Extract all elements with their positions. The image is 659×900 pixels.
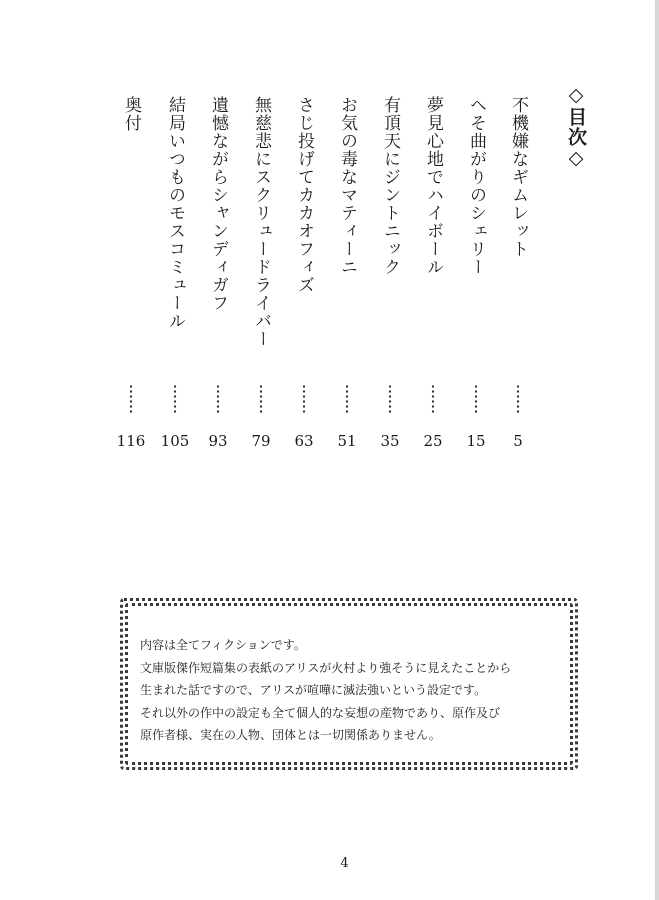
toc-leader-dots: [259, 384, 263, 414]
toc-leader-dots: [173, 384, 177, 414]
toc-entry[interactable]: [461, 96, 491, 456]
toc-entry-title: 結局いつものモスコミュール: [165, 96, 185, 330]
disclaimer-line: 内容は全てフィクションです。: [140, 638, 306, 652]
toc-entry-title: 夢見心地でハイボール: [423, 96, 443, 276]
toc-entry-page: 25: [423, 432, 443, 450]
disclaimer-line: 文庫版傑作短篇集の表紙のアリスが火村より強そうに見えたことから: [140, 660, 512, 675]
toc-entry-page: 105: [160, 432, 190, 450]
toc-entry-page: 35: [380, 432, 400, 450]
toc-leader-dots: [302, 384, 306, 414]
disclaimer-box: [125, 603, 573, 765]
toc-entry[interactable]: [332, 96, 362, 456]
disclaimer-text: [140, 634, 570, 747]
disclaimer-line: 生まれた話ですので、アリスが喧嘩に滅法強いという設定です。: [140, 683, 487, 697]
page-edge-shadow: [655, 0, 659, 900]
disclaimer-line: 原作者様、実在の人物、団体とは一切関係ありません。: [140, 728, 441, 742]
toc-leader-dots: [345, 384, 349, 414]
toc-entry-page: 116: [116, 432, 146, 450]
page-number: 4: [340, 856, 349, 871]
toc-entry-title: 無慈悲にスクリュードライバー: [251, 96, 271, 348]
toc-entry[interactable]: [116, 96, 146, 456]
toc-entry[interactable]: [375, 96, 405, 456]
toc-leader-dots: [129, 384, 133, 414]
toc-entry[interactable]: [289, 96, 319, 456]
toc-entry[interactable]: [246, 96, 276, 456]
toc-heading: ◇目次◇: [565, 84, 587, 170]
toc-leader-dots: [516, 384, 520, 414]
toc-entry-title: お気の毒なマティーニ: [337, 96, 357, 276]
toc-entry-title: へそ曲がりのシェリー: [466, 96, 486, 276]
toc-entry-title: 遺憾ながらシャンディガフ: [208, 96, 228, 312]
toc-entry-title: 不機嫌なギムレット: [508, 96, 528, 258]
toc-leader-dots: [216, 384, 220, 414]
disclaimer-line: それ以外の作中の設定も全て個人的な妄想の産物であり、原作及び: [140, 705, 501, 720]
toc-entry[interactable]: [503, 96, 533, 456]
toc-leader-dots: [474, 384, 478, 414]
toc-entry-page: 51: [337, 432, 357, 450]
toc-entry[interactable]: [203, 96, 233, 456]
toc-entry-title: さじ投げてカカオフィズ: [294, 96, 314, 294]
toc-entry-page: 63: [294, 432, 314, 450]
toc-leader-dots: [431, 384, 435, 414]
toc-entry-page: 15: [466, 432, 486, 450]
toc-entry-title: 奥付: [121, 96, 141, 132]
toc-entry-title: 有頂天にジントニック: [380, 96, 400, 276]
toc-entry-page: 5: [513, 432, 523, 450]
toc-leader-dots: [388, 384, 392, 414]
toc-entry[interactable]: [418, 96, 448, 456]
toc-entry-page: 93: [208, 432, 228, 450]
toc-entry-page: 79: [251, 432, 271, 450]
toc-entry[interactable]: [160, 96, 190, 456]
